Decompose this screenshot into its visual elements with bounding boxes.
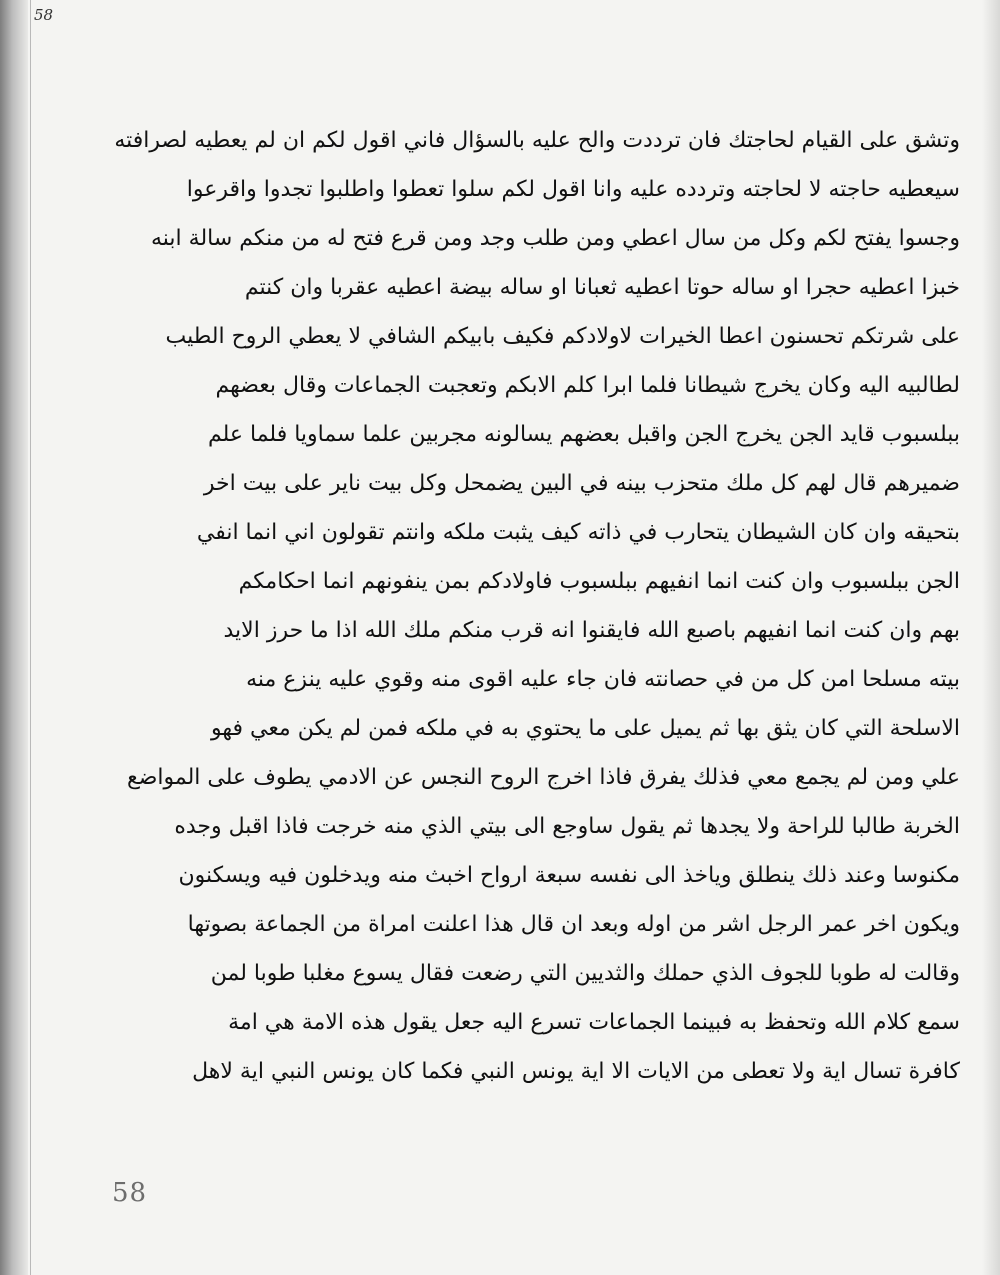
manuscript-text-block xyxy=(114,116,960,1096)
binding-edge xyxy=(30,0,31,1275)
manuscript-line: لطالبيه اليه وكان يخرج شيطانا فلما ابرا كلم الابكم وتعجبت الجماعات وقال بعضهم xyxy=(215,373,960,398)
manuscript-line: الاسلحة التي كان يثق بها ثم يميل على ما يحتوي به في ملكه فمن لم يكن معي فهو xyxy=(210,716,960,741)
manuscript-line: علي ومن لم يجمع معي فذلك يفرق فاذا اخرج الروح النجس عن الادمي يطوف على المواضع xyxy=(126,765,960,790)
manuscript-line: ويكون اخر عمر الرجل اشر من اوله وبعد ان قال هذا اعلنت امراة من الجماعة بصوتها xyxy=(187,912,960,937)
manuscript-line: على شرتكم تحسنون اعطا الخيرات لاولادكم فكيف بابيكم الشافي لا يعطي الروح الطيب xyxy=(165,324,960,349)
manuscript-line: الخربة طالبا للراحة ولا يجدها ثم يقول ساوجع الى بيتي الذي منه خرجت فاذا اقبل وجده xyxy=(174,814,960,839)
manuscript-line: خبزا اعطيه حجرا او ساله حوتا اعطيه ثعبانا او ساله بيضة اعطيه عقربا وان كنتم xyxy=(244,275,960,300)
manuscript-line: وتشق على القيام لحاجتك فان ترددت والح عليه بالسؤال فاني اقول لكم ان لم يعطيه لصرافته xyxy=(114,128,960,153)
folio-number-top: 58 xyxy=(34,6,54,24)
manuscript-line: الجن ببلسبوب وان كنت انما انفيهم ببلسبوب فاولادكم بمن ينفونهم انما احكامكم xyxy=(238,569,960,594)
manuscript-line: وجسوا يفتح لكم وكل من سال اعطي ومن طلب وجد ومن قرع فتح له من منكم سالة ابنه xyxy=(151,226,960,251)
page-edge xyxy=(982,0,1000,1275)
manuscript-line: بيته مسلحا امن كل من في حصانته فان جاء عليه اقوى منه وقوي عليه ينزع منه xyxy=(246,667,960,692)
manuscript-line: بتحيقه وان كان الشيطان يتحارب في ذاته كيف يثبت ملكه وانتم تقولون اني انما انفي xyxy=(196,520,960,545)
manuscript-line: ضميرهم قال لهم كل ملك متحزب بينه في البين يضمحل وكل بيت ناير على بيت اخر xyxy=(203,471,960,496)
manuscript-line: سيعطيه حاجته لا لحاجته وتردده عليه وانا اقول لكم سلوا تعطوا واطلبوا تجدوا واقرعوا xyxy=(186,177,960,202)
manuscript-line: مكنوسا وعند ذلك ينطلق وياخذ الى نفسه سبعة ارواح اخبث منه ويدخلون فيه ويسكنون xyxy=(178,863,960,888)
manuscript-line: كافرة تسال اية ولا تعطى من الايات الا اية يونس النبي فكما كان يونس النبي اية لاهل xyxy=(192,1059,960,1084)
binding-shadow xyxy=(0,0,28,1275)
folio-number-bottom: 58 xyxy=(112,1178,148,1208)
manuscript-line: بهم وان كنت انما انفيهم باصبع الله فايقنوا انه قرب منكم ملك الله اذا ما حرز الايد xyxy=(223,618,960,643)
manuscript-line: وقالت له طوبا للجوف الذي حملك والثديين التي رضعت فقال يسوع مغلبا طوبا لمن xyxy=(210,961,960,986)
manuscript-line: ببلسبوب قايد الجن يخرج الجن واقبل بعضهم يسالونه مجربين علما سماويا فلما علم xyxy=(207,422,960,447)
manuscript-line: سمع كلام الله وتحفظ به فبينما الجماعات تسرع اليه جعل يقول هذه الامة هي امة xyxy=(228,1010,960,1035)
